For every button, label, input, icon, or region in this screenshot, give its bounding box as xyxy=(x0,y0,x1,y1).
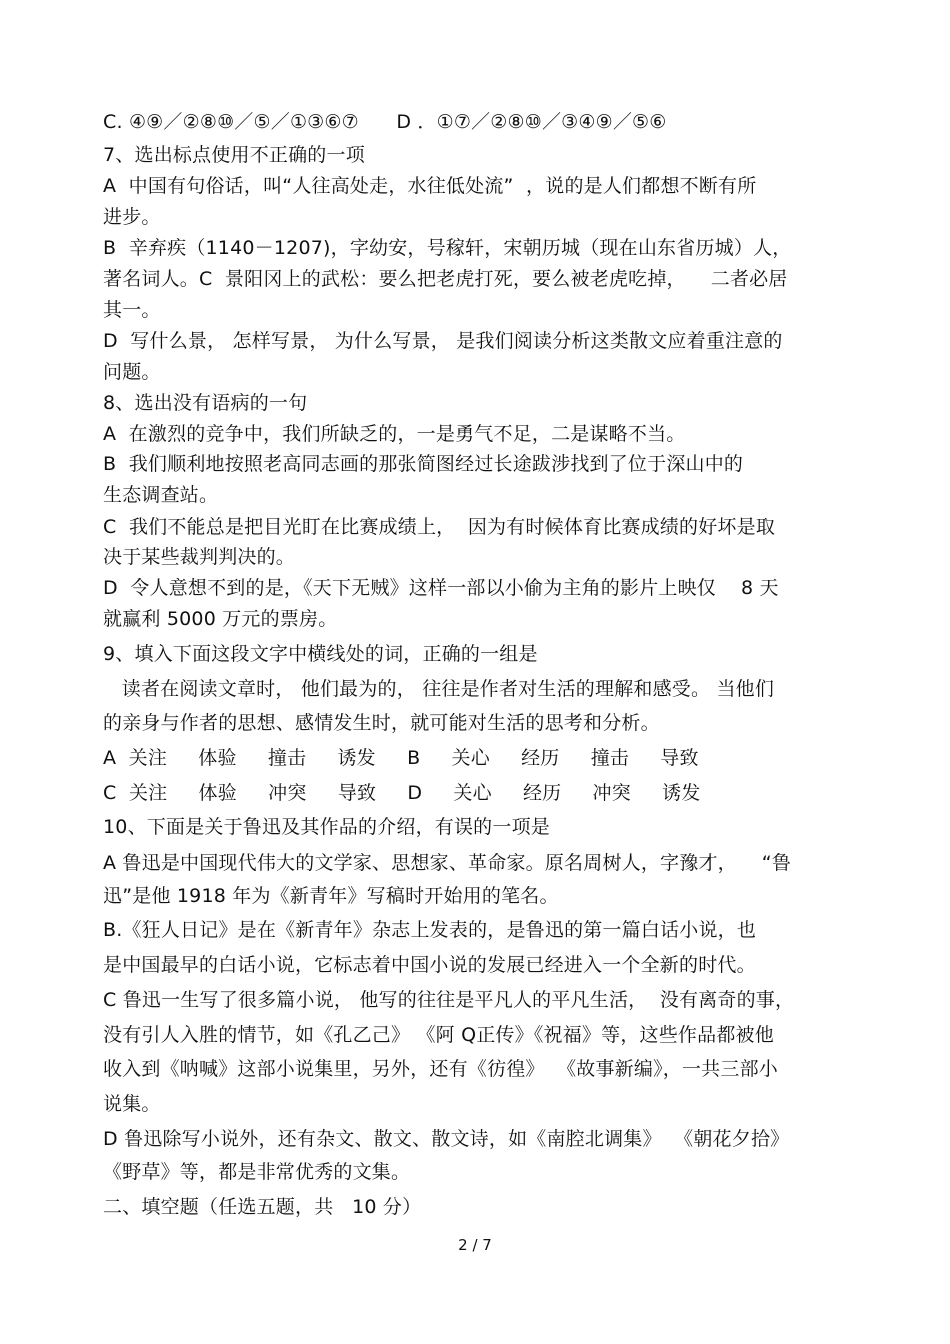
text-line: 迅”是他 1918 年为《新青年》写稿时开始用的笔名。 xyxy=(103,885,559,907)
text-line: 其一。 xyxy=(103,299,161,321)
text-line: 问题。 xyxy=(103,361,161,383)
text-line: D 写什么景， 怎样写景， 为什么写景， 是我们阅读分析这类散文应着重注意的 xyxy=(103,330,783,352)
text-line: C 我们不能总是把目光盯在比赛成绩上， 因为有时候体育比赛成绩的好坏是取 xyxy=(103,516,776,538)
text-line: A 关注 体验 撞击 诱发 B 关心 经历 撞击 导致 xyxy=(103,747,699,769)
text-line: D 鲁迅除写小说外，还有杂文、散文、散文诗，如《南腔北调集》 《朝花夕拾》 xyxy=(103,1128,790,1150)
text-line: 就赢利 5000 万元的票房。 xyxy=(103,608,338,630)
text-line: C 鲁迅一生写了很多篇小说， 他写的往往是平凡人的平凡生活， 没有离奇的事， xyxy=(103,989,795,1011)
text-line: 没有引人入胜的情节，如《孔乙己》 《阿 Q正传》《祝福》等，这些作品都被他 xyxy=(103,1024,774,1046)
question-10-heading: 10、下面是关于鲁迅及其作品的介绍，有误的一项是 xyxy=(103,816,550,838)
text-line: 进步。 xyxy=(103,206,161,228)
text-line: 的亲身与作者的思想、感情发生时，就可能对生活的思考和分析。 xyxy=(103,712,660,734)
question-8-heading: 8、选出没有语病的一句 xyxy=(103,392,308,414)
text-line: 读者在阅读文章时， 他们最为的， 往往是作者对生活的理解和感受。 当他们 xyxy=(103,678,775,700)
text-line: 决于某些裁判判决的。 xyxy=(103,546,296,568)
page-number: 2 / 7 xyxy=(458,1236,492,1254)
text-line: B.《狂人日记》是在《新青年》杂志上发表的，是鲁迅的第一篇白话小说，也 xyxy=(103,919,757,941)
section-2-heading: 二、填空题（任选五题，共 10 分） xyxy=(103,1196,422,1218)
text-line: 著名词人。C 景阳冈上的武松：要么把老虎打死，要么被老虎吃掉， 二者必居 xyxy=(103,268,788,290)
text-line: D 令人意想不到的是，《天下无贼》这样一部以小偷为主角的影片上映仅 8 天 xyxy=(103,577,779,599)
text-line: 《野草》等，都是非常优秀的文集。 xyxy=(103,1161,411,1183)
text-line: 生态调查站。 xyxy=(103,484,219,506)
text-line: A 中国有句俗话，叫“人往高处走，水往低处流” ，说的是人们都想不断有所 xyxy=(103,175,757,197)
text-line: B 辛弃疾（1140－1207)，字幼安，号稼轩，宋朝历城（现在山东省历城）人， xyxy=(103,237,792,259)
question-7-heading: 7、选出标点使用不正确的一项 xyxy=(103,144,365,166)
text-line: A 鲁迅是中国现代伟大的文学家、思想家、革命家。原名周树人，字豫才， “鲁 xyxy=(103,852,792,874)
text-line: B 我们顺利地按照老高同志画的那张简图经过长途跋涉找到了位于深山中的 xyxy=(103,453,744,475)
text-line: 说集。 xyxy=(103,1093,161,1115)
text-line: 是中国最早的白话小说，它标志着中国小说的发展已经进入一个全新的时代。 xyxy=(103,954,756,976)
text-line: C. ④⑨／②⑧⑩／⑤／①③⑥⑦ D ．①⑦／②⑧⑩／③④⑨／⑤⑥ xyxy=(103,111,667,133)
text-line: C 关注 体验 冲突 导致 D 关心 经历 冲突 诱发 xyxy=(103,782,701,804)
text-line: A 在激烈的竞争中，我们所缺乏的，一是勇气不足，二是谋略不当。 xyxy=(103,423,686,445)
question-9-heading: 9、填入下面这段文字中横线处的词，正确的一组是 xyxy=(103,643,538,665)
text-line: 收入到《呐喊》这部小说集里，另外，还有《彷徨》 《故事新编》，一共三部小 xyxy=(103,1058,778,1080)
